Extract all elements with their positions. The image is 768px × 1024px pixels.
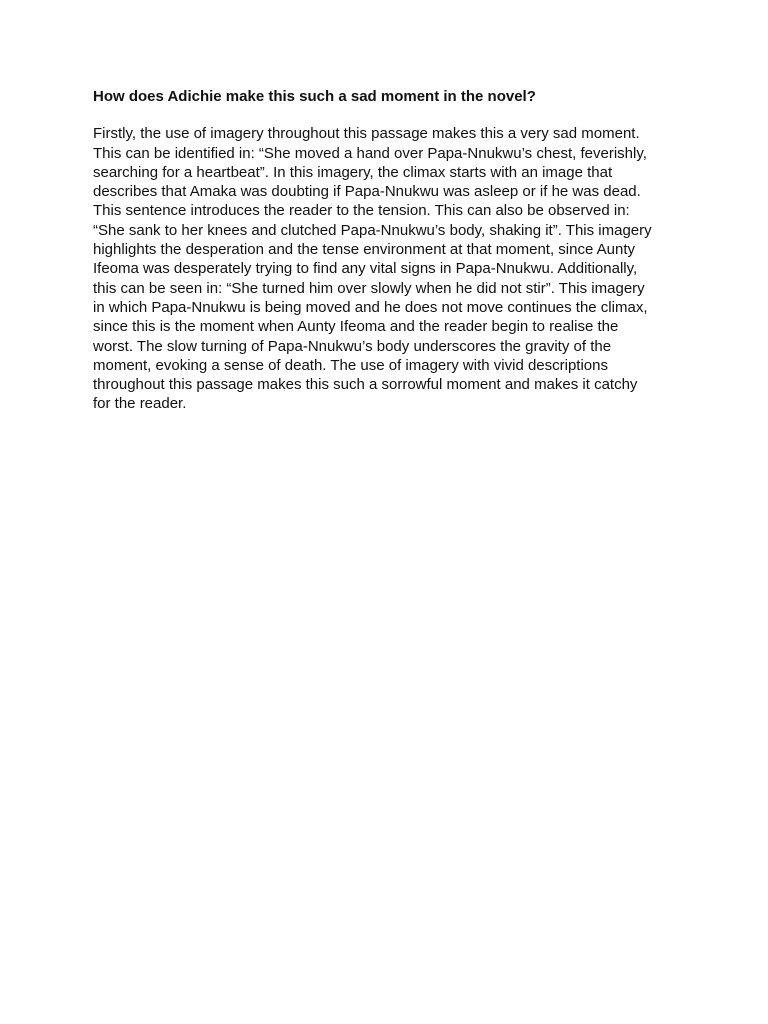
question-heading: How does Adichie make this such a sad moment in the novel? (93, 88, 536, 105)
document-content (93, 87, 683, 414)
answer-line: this can be seen in: “She turned him over slowly when he did not stir”. This imagery (93, 279, 645, 297)
answer-line: highlights the desperation and the tense environment at that moment, since Aunty (93, 241, 636, 259)
answer-line: in which Papa-Nnukwu is being moved and he does not move continues the climax, (93, 298, 648, 316)
answer-line: This sentence introduces the reader to the tension. This can also be observed in: (93, 202, 630, 220)
answer-line: throughout this passage makes this such a sorrowful moment and makes it catchy (93, 376, 638, 394)
answer-line: moment, evoking a sense of death. The use of imagery with vivid descriptions (93, 356, 608, 374)
answer-line: This can be identified in: “She moved a hand over Papa-Nnukwu’s chest, feverishly, (93, 144, 647, 162)
answer-line: since this is the moment when Aunty Ifeoma and the reader begin to realise the (93, 318, 619, 336)
answer-line: describes that Amaka was doubting if Papa-Nnukwu was asleep or if he was dead. (93, 183, 641, 201)
answer-line: Ifeoma was desperately trying to find any vital signs in Papa-Nnukwu. Additionally, (93, 260, 638, 278)
answer-line: worst. The slow turning of Papa-Nnukwu’s body underscores the gravity of the (93, 337, 612, 355)
answer-line: Firstly, the use of imagery throughout this passage makes this a very sad moment. (93, 125, 640, 143)
answer-paragraph (93, 124, 683, 413)
answer-line: “She sank to her knees and clutched Papa-Nnukwu’s body, shaking it”. This imagery (93, 221, 652, 239)
answer-line: searching for a heartbeat”. In this imagery, the climax starts with an image that (93, 163, 613, 181)
answer-line: for the reader. (93, 395, 187, 413)
